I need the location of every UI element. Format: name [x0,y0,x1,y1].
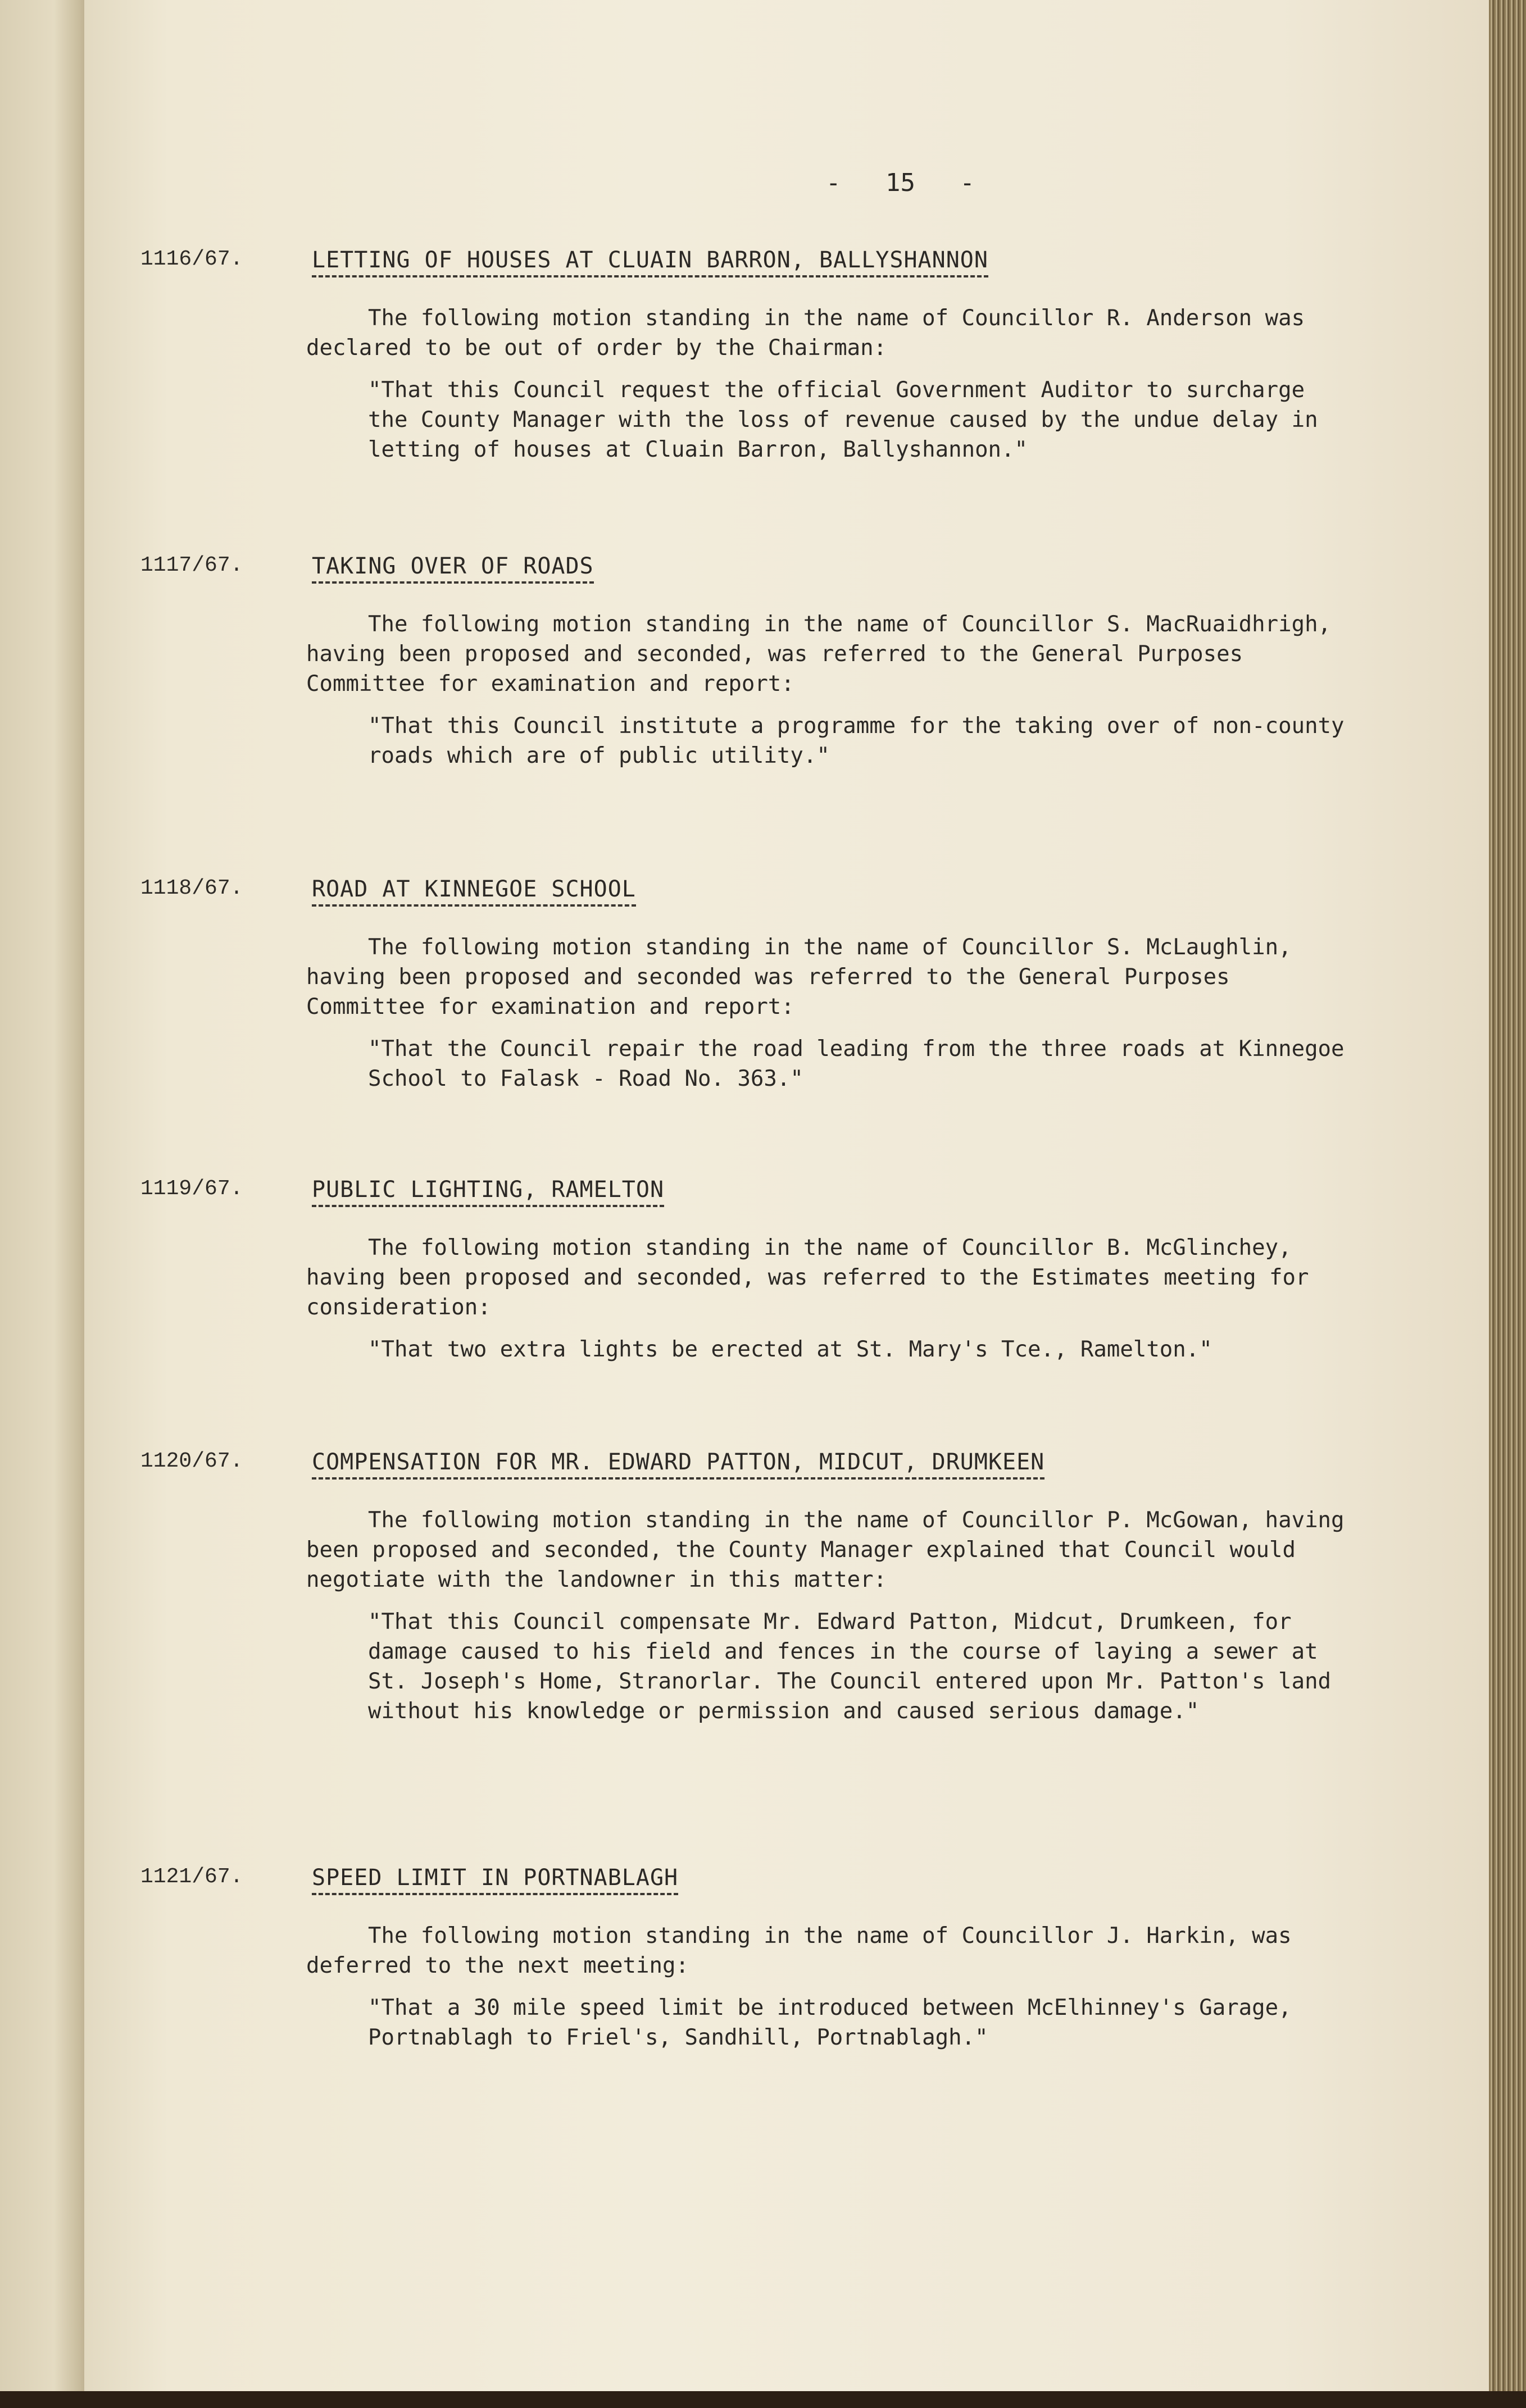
motion-quote: "That two extra lights be erected at St. Mary's Tce., Ramelton." [368,1337,1212,1362]
page-bottom-edge [0,2391,1526,2408]
document-page [84,0,1489,2408]
minute-body [306,303,1346,465]
minute-ref: 1119/67. [140,1177,243,1201]
minute-heading: SPEED LIMIT IN PORTNABLAGH [312,1865,678,1895]
motion-quote: "That a 30 mile speed limit be introduced between McElhinney's Garage, Portnablagh to Friel's, Sandhill, Portnablagh." [368,1995,1292,2050]
minute-heading: LETTING OF HOUSES AT CLUAIN BARRON, BALLYSHANNON [312,247,988,277]
minute-ref: 1117/67. [140,553,243,577]
minute-ref: 1120/67. [140,1449,243,1473]
minute-ref: 1121/67. [140,1865,243,1889]
minute-text: The following motion standing in the name of Councillor R. Anderson was declared to be out of order by the Chairman: [306,306,1305,361]
minute-text: The following motion standing in the name of Councillor S. McLaughlin, having been proposed and seconded was referred to the General Purposes Committee for examination and report: [306,935,1292,1019]
minute-text: The following motion standing in the name of Councillor B. McGlinchey, having been proposed and seconded, was referred to the Estimates meeting for consideration: [306,1235,1309,1320]
motion-quote: "That the Council repair the road leading from the three roads at Kinnegoe School to Falask - Road No. 363." [368,1036,1345,1091]
minute-body [306,609,1346,771]
minute-heading: TAKING OVER OF ROADS [312,553,594,584]
minute-ref: 1116/67. [140,247,243,271]
page-edge [1489,0,1526,2408]
binding-mark [10,225,49,236]
minute-text: The following motion standing in the name of Councillor P. McGowan, having been proposed and seconded, the County Manager explained that Council would negotiate with the landowner in this matter: [306,1508,1345,1592]
minute-heading: COMPENSATION FOR MR. EDWARD PATTON, MIDCUT, DRUMKEEN [312,1449,1044,1480]
minute-text: The following motion standing in the name of Councillor J. Harkin, was deferred to the next meeting: [306,1923,1292,1978]
minute-heading: PUBLIC LIGHTING, RAMELTON [312,1177,664,1207]
motion-quote: "That this Council institute a programme for the taking over of non-county roads which are of public utility." [368,713,1345,768]
motion-quote: "That this Council request the official Government Auditor to surcharge the County Manager with the loss of revenue caused by the undue delay in letting of houses at Cluain Barron, Ballyshannon." [368,377,1318,462]
minute-body [306,1921,1346,2052]
page-number: - 15 - [826,169,975,197]
minute-heading: ROAD AT KINNEGOE SCHOOL [312,876,636,907]
minute-body [306,1505,1346,1726]
minute-ref: 1118/67. [140,876,243,900]
minute-body [306,932,1346,1094]
minute-text: The following motion standing in the name of Councillor S. MacRuaidhrigh, having been proposed and seconded, was referred to the General Purposes Committee for examination and report: [306,612,1332,697]
book-binding [0,0,98,2408]
minute-body [306,1233,1346,1364]
motion-quote: "That this Council compensate Mr. Edward Patton, Midcut, Drumkeen, for damage caused to his field and fences in the course of laying a sewer at St. Joseph's Home, Stranorlar. The Council entered upon Mr. Patton's land without his knowledge or permission and caused serious damage." [368,1609,1332,1724]
